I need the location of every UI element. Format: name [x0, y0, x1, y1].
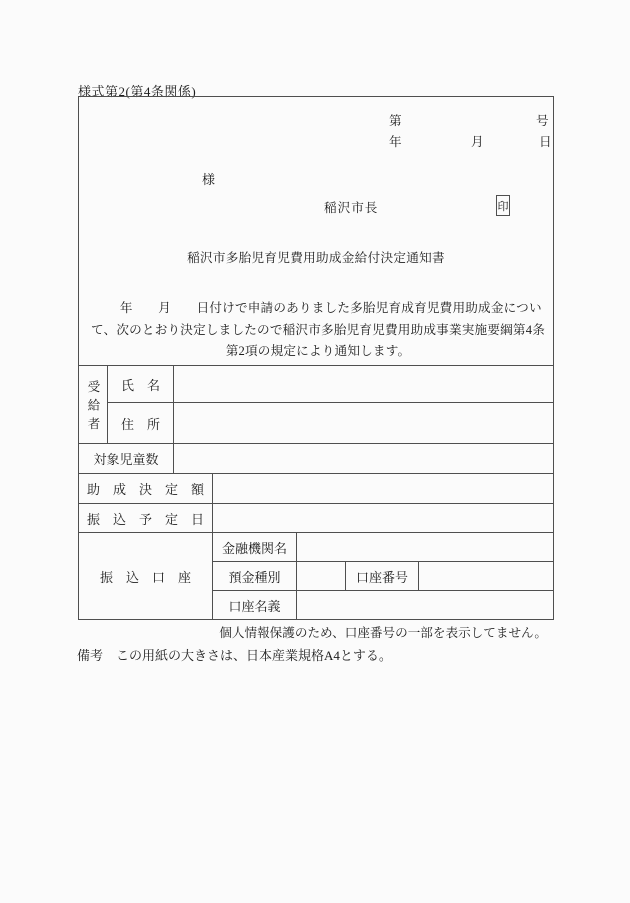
letter-section: [79, 97, 554, 366]
form-number-label: 様式第2(第4条関係): [78, 84, 197, 99]
recipient-header-cell: [79, 366, 108, 444]
account-number-label-cell: 口座番号: [346, 562, 419, 591]
transfer-date-label-cell: 振 込 予 定 日: [79, 504, 213, 533]
date-day-label: 日: [539, 135, 552, 149]
body-line: 第2項の規定により通知します。: [225, 344, 411, 359]
document-box: [78, 96, 553, 620]
date-year-label: 年: [389, 135, 402, 149]
recipient-label: 受給者: [86, 379, 100, 436]
body-paragraph: [90, 298, 546, 363]
transfer-date-value-cell: [213, 504, 554, 533]
remarks-note: 備考 この用紙の大きさは、日本産業規格A4とする。: [77, 648, 392, 663]
address-label-cell: 住 所: [108, 403, 174, 444]
children-count-label-cell: 対象児童数: [79, 444, 174, 474]
document-title: 稲沢市多胎児育児費用助成金給付決定通知書: [187, 251, 445, 265]
bank-name-label-cell: 金融機関名: [213, 533, 297, 562]
seal-label: 印: [497, 200, 509, 213]
bank-name-value-cell: [297, 533, 554, 562]
date-month-label: 月: [471, 135, 484, 149]
children-count-value-cell: [174, 444, 554, 474]
body-line: 年 月 日付けで申請のありました多胎児育成育児費用助成金につい: [94, 301, 542, 315]
deposit-type-value-cell: [297, 562, 346, 591]
sender-title: 稲沢市長: [324, 201, 379, 215]
name-value-cell: [174, 366, 554, 403]
letter-content: [79, 97, 553, 365]
addressee-honorific: 様: [202, 172, 216, 187]
account-holder-label-cell: 口座名義: [213, 591, 297, 620]
doc-number-prefix: 第: [389, 114, 402, 128]
deposit-type-label-cell: 預金種別: [213, 562, 297, 591]
grant-amount-label-cell: 助 成 決 定 額: [79, 474, 213, 504]
seal-box: [496, 195, 510, 216]
doc-number-suffix: 号: [536, 114, 549, 128]
name-label-cell: 氏 名: [108, 366, 174, 403]
body-line: て、次のとおり決定しましたので稲沢市多胎児育児費用助成事業実施要綱第4条: [90, 322, 546, 337]
address-value-cell: [174, 403, 554, 444]
transfer-account-label-cell: 振 込 口 座: [79, 533, 213, 620]
privacy-note: 個人情報保護のため、口座番号の一部を表示してません。: [219, 626, 547, 640]
account-number-value-cell: [419, 562, 554, 591]
notice-table: [78, 96, 554, 620]
account-holder-value-cell: [297, 591, 554, 620]
grant-amount-value-cell: [213, 474, 554, 504]
